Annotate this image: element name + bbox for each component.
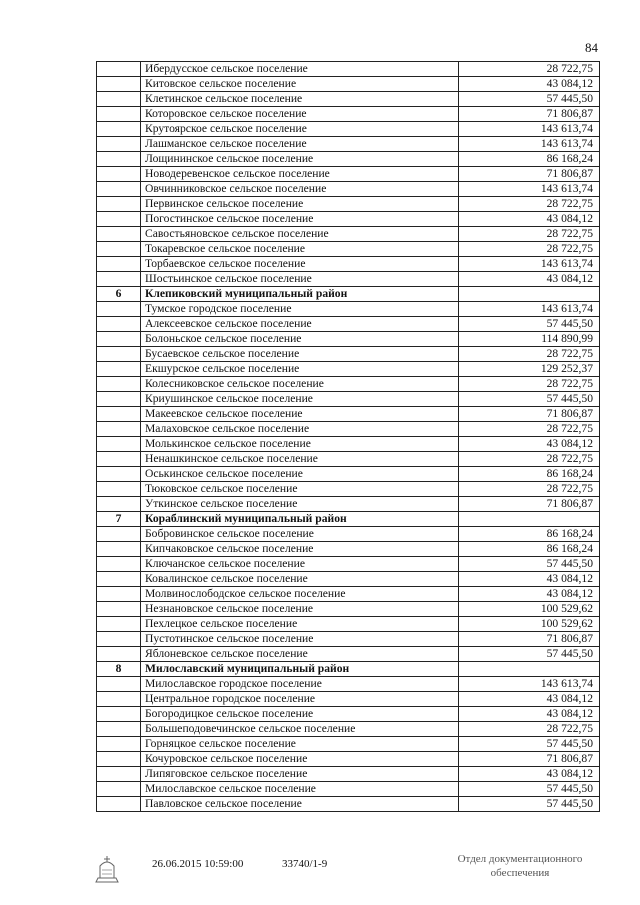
row-number: [97, 332, 141, 347]
table-row: [97, 557, 600, 572]
settlement-name: Екшурское сельское поселение: [141, 362, 459, 377]
table-row: [97, 197, 600, 212]
settlement-name: Кипчаковское сельское поселение: [141, 542, 459, 557]
settlement-name: Алексеевское сельское поселение: [141, 317, 459, 332]
settlement-name: Милославское городское поселение: [141, 677, 459, 692]
amount: 28 722,75: [459, 422, 600, 437]
row-number: [97, 737, 141, 752]
amount: 71 806,87: [459, 752, 600, 767]
settlement-name: Бусаевское сельское поселение: [141, 347, 459, 362]
row-number: [97, 497, 141, 512]
amount: 57 445,50: [459, 797, 600, 812]
settlement-name: Ибердусское сельское поселение: [141, 62, 459, 77]
settlement-name: Уткинское сельское поселение: [141, 497, 459, 512]
settlement-name: Лашманское сельское поселение: [141, 137, 459, 152]
amount: 143 613,74: [459, 257, 600, 272]
table-row: [97, 692, 600, 707]
settlement-name: Незнановское сельское поселение: [141, 602, 459, 617]
settlements-table: [96, 61, 600, 812]
table-row: [97, 782, 600, 797]
amount: 57 445,50: [459, 317, 600, 332]
row-number: [97, 617, 141, 632]
row-number: [97, 92, 141, 107]
settlement-name: Ненашкинское сельское поселение: [141, 452, 459, 467]
row-number: [97, 782, 141, 797]
row-number: [97, 797, 141, 812]
row-number: [97, 62, 141, 77]
amount: 57 445,50: [459, 737, 600, 752]
settlement-name: Шостьинское сельское поселение: [141, 272, 459, 287]
amount: 43 084,12: [459, 437, 600, 452]
table-body: [97, 62, 600, 812]
settlement-name: Новодеревенское сельское поселение: [141, 167, 459, 182]
amount: 129 252,37: [459, 362, 600, 377]
table-row: [97, 92, 600, 107]
settlement-name: Торбаевское сельское поселение: [141, 257, 459, 272]
table-row: [97, 707, 600, 722]
amount: 28 722,75: [459, 62, 600, 77]
table-row: [97, 482, 600, 497]
amount: 86 168,24: [459, 527, 600, 542]
amount: 43 084,12: [459, 587, 600, 602]
table-row: [97, 272, 600, 287]
amount: 43 084,12: [459, 77, 600, 92]
district-name: Кораблинский муниципальный район: [141, 512, 459, 527]
table-row: [97, 752, 600, 767]
amount: 143 613,74: [459, 122, 600, 137]
amount: 43 084,12: [459, 212, 600, 227]
amount: 57 445,50: [459, 92, 600, 107]
row-number: [97, 452, 141, 467]
settlement-name: Лощининское сельское поселение: [141, 152, 459, 167]
row-number: [97, 557, 141, 572]
footer-department: [440, 852, 600, 880]
amount: 57 445,50: [459, 647, 600, 662]
table-row: [97, 347, 600, 362]
row-number: [97, 707, 141, 722]
row-number: [97, 272, 141, 287]
amount: 28 722,75: [459, 227, 600, 242]
amount: [459, 662, 600, 677]
settlement-name: Тюковское сельское поселение: [141, 482, 459, 497]
row-number: [97, 407, 141, 422]
footer-datetime: 26.06.2015 10:59:00: [152, 858, 244, 870]
row-number: [97, 77, 141, 92]
row-number: [97, 602, 141, 617]
amount: 57 445,50: [459, 557, 600, 572]
table-row: [97, 437, 600, 452]
table-row: [97, 602, 600, 617]
table-row: [97, 767, 600, 782]
amount: 86 168,24: [459, 467, 600, 482]
table-row: [97, 617, 600, 632]
amount: 57 445,50: [459, 782, 600, 797]
amount: 28 722,75: [459, 347, 600, 362]
table-row: [97, 107, 600, 122]
amount: 71 806,87: [459, 167, 600, 182]
table-row: [97, 632, 600, 647]
row-number: 8: [97, 662, 141, 677]
amount: 114 890,99: [459, 332, 600, 347]
amount: 100 529,62: [459, 602, 600, 617]
table-row: [97, 227, 600, 242]
amount: 57 445,50: [459, 392, 600, 407]
row-number: [97, 197, 141, 212]
amount: 43 084,12: [459, 767, 600, 782]
table-row: [97, 587, 600, 602]
settlement-name: Большеподовечинское сельское поселение: [141, 722, 459, 737]
district-row: [97, 287, 600, 302]
settlement-name: Яблоневское сельское поселение: [141, 647, 459, 662]
table-row: [97, 212, 600, 227]
amount: [459, 512, 600, 527]
settlement-name: Китовское сельское поселение: [141, 77, 459, 92]
row-number: [97, 752, 141, 767]
amount: 71 806,87: [459, 632, 600, 647]
row-number: [97, 647, 141, 662]
amount: 143 613,74: [459, 137, 600, 152]
amount: 86 168,24: [459, 542, 600, 557]
settlement-name: Макеевское сельское поселение: [141, 407, 459, 422]
table-row: [97, 677, 600, 692]
row-number: [97, 542, 141, 557]
settlement-name: Горняцкое сельское поселение: [141, 737, 459, 752]
row-number: [97, 122, 141, 137]
row-number: [97, 422, 141, 437]
amount: 143 613,74: [459, 182, 600, 197]
row-number: [97, 362, 141, 377]
settlement-name: Бобровинское сельское поселение: [141, 527, 459, 542]
district-name: Клепиковский муниципальный район: [141, 287, 459, 302]
row-number: [97, 632, 141, 647]
district-row: [97, 662, 600, 677]
district-row: [97, 512, 600, 527]
settlement-name: Клетинское сельское поселение: [141, 92, 459, 107]
table-row: [97, 77, 600, 92]
amount: 28 722,75: [459, 722, 600, 737]
row-number: [97, 722, 141, 737]
amount: 28 722,75: [459, 482, 600, 497]
table-row: [97, 497, 600, 512]
amount: 43 084,12: [459, 272, 600, 287]
table-row: [97, 362, 600, 377]
amount: 143 613,74: [459, 677, 600, 692]
footer-department-line1: Отдел документационного: [457, 853, 583, 865]
table-row: [97, 722, 600, 737]
table-row: [97, 167, 600, 182]
row-number: [97, 167, 141, 182]
settlement-name: Которовское сельское поселение: [141, 107, 459, 122]
amount: 28 722,75: [459, 377, 600, 392]
settlement-name: Молвинослободское сельское поселение: [141, 587, 459, 602]
table-row: [97, 797, 600, 812]
amount: 71 806,87: [459, 497, 600, 512]
row-number: [97, 767, 141, 782]
row-number: [97, 107, 141, 122]
amount: [459, 287, 600, 302]
settlement-name: Колесниковское сельское поселение: [141, 377, 459, 392]
amount: 43 084,12: [459, 692, 600, 707]
table-row: [97, 182, 600, 197]
row-number: [97, 437, 141, 452]
table-row: [97, 137, 600, 152]
footer-document-id: 33740/1-9: [282, 858, 328, 870]
settlement-name: Криушинское сельское поселение: [141, 392, 459, 407]
row-number: [97, 257, 141, 272]
table-row: [97, 62, 600, 77]
settlement-name: Савостьяновское сельское поселение: [141, 227, 459, 242]
settlement-name: Богородицкое сельское поселение: [141, 707, 459, 722]
row-number: [97, 587, 141, 602]
table-row: [97, 527, 600, 542]
table-row: [97, 242, 600, 257]
settlement-name: Центральное городское поселение: [141, 692, 459, 707]
amount: 28 722,75: [459, 452, 600, 467]
table-row: [97, 737, 600, 752]
settlement-name: Пехлецкое сельское поселение: [141, 617, 459, 632]
amount: 28 722,75: [459, 197, 600, 212]
table-row: [97, 467, 600, 482]
row-number: [97, 302, 141, 317]
settlement-name: Болоньское сельское поселение: [141, 332, 459, 347]
row-number: 7: [97, 512, 141, 527]
page-number: 84: [585, 40, 598, 55]
district-name: Милославский муниципальный район: [141, 662, 459, 677]
row-number: [97, 347, 141, 362]
row-number: [97, 572, 141, 587]
row-number: [97, 677, 141, 692]
coat-of-arms-icon: [90, 852, 124, 886]
table-row: [97, 422, 600, 437]
table-row: [97, 452, 600, 467]
settlement-name: Малаховское сельское поселение: [141, 422, 459, 437]
table-row: [97, 317, 600, 332]
row-number: [97, 527, 141, 542]
row-number: [97, 137, 141, 152]
table-row: [97, 542, 600, 557]
table-row: [97, 257, 600, 272]
row-number: [97, 482, 141, 497]
settlement-name: Токаревское сельское поселение: [141, 242, 459, 257]
table-row: [97, 392, 600, 407]
table-row: [97, 302, 600, 317]
row-number: [97, 692, 141, 707]
table-row: [97, 647, 600, 662]
table-row: [97, 407, 600, 422]
settlement-name: Павловское сельское поселение: [141, 797, 459, 812]
settlement-name: Липяговское сельское поселение: [141, 767, 459, 782]
table-row: [97, 152, 600, 167]
settlement-name: Первинское сельское поселение: [141, 197, 459, 212]
settlement-name: Молькинское сельское поселение: [141, 437, 459, 452]
settlement-name: Тумское городское поселение: [141, 302, 459, 317]
row-number: [97, 152, 141, 167]
settlement-name: Крутоярское сельское поселение: [141, 122, 459, 137]
amount: 143 613,74: [459, 302, 600, 317]
amount: 71 806,87: [459, 107, 600, 122]
row-number: [97, 467, 141, 482]
amount: 71 806,87: [459, 407, 600, 422]
settlement-name: Оськинское сельское поселение: [141, 467, 459, 482]
row-number: [97, 392, 141, 407]
settlement-name: Пустотинское сельское поселение: [141, 632, 459, 647]
row-number: [97, 182, 141, 197]
amount: 86 168,24: [459, 152, 600, 167]
settlement-name: Овчинниковское сельское поселение: [141, 182, 459, 197]
settlement-name: Кочуровское сельское поселение: [141, 752, 459, 767]
table-row: [97, 332, 600, 347]
settlement-name: Милославское сельское поселение: [141, 782, 459, 797]
row-number: [97, 377, 141, 392]
row-number: [97, 227, 141, 242]
footer-department-line2: обеспечения: [490, 867, 550, 879]
settlement-name: Ковалинское сельское поселение: [141, 572, 459, 587]
row-number: 6: [97, 287, 141, 302]
amount: 43 084,12: [459, 707, 600, 722]
row-number: [97, 242, 141, 257]
amount: 43 084,12: [459, 572, 600, 587]
settlement-name: Погостинское сельское поселение: [141, 212, 459, 227]
amount: 100 529,62: [459, 617, 600, 632]
settlement-name: Ключанское сельское поселение: [141, 557, 459, 572]
amount: 28 722,75: [459, 242, 600, 257]
table-row: [97, 377, 600, 392]
row-number: [97, 317, 141, 332]
table-row: [97, 572, 600, 587]
row-number: [97, 212, 141, 227]
table-row: [97, 122, 600, 137]
